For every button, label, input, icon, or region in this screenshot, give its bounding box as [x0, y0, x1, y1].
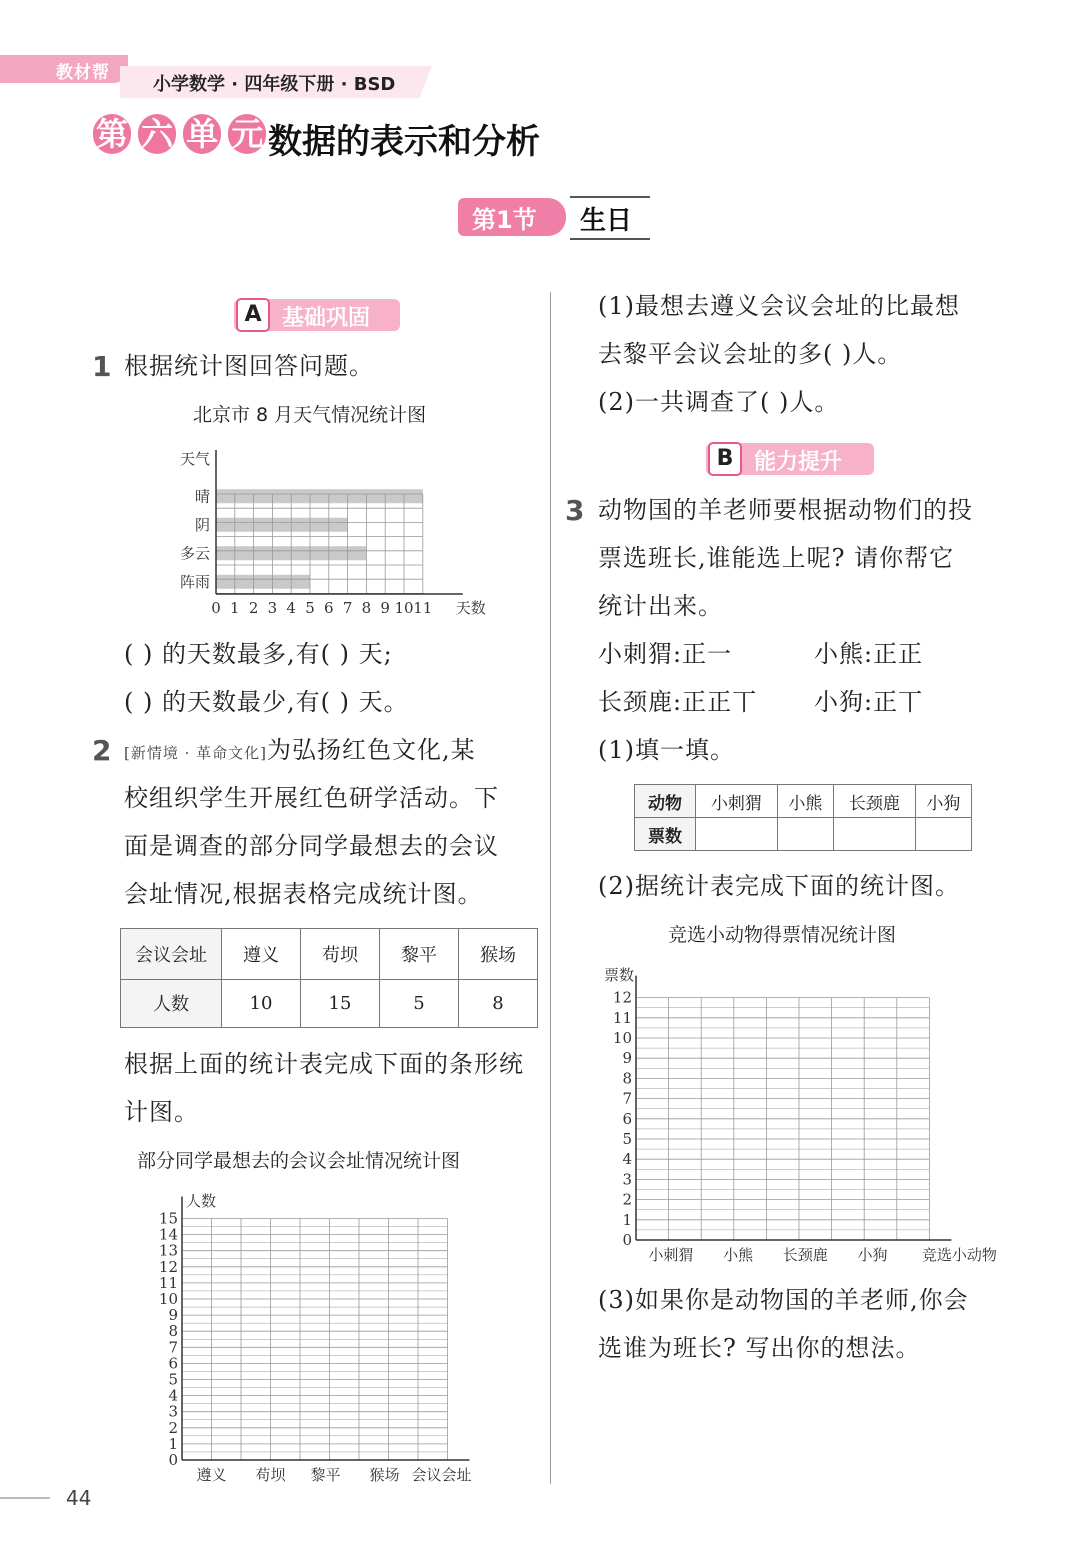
tick-label: 4 [168, 1386, 178, 1405]
brand-label: 教材帮 [56, 63, 110, 83]
q3-line-1: 动物国的羊老师要根据动物们的投 [598, 496, 973, 524]
table-header-row [121, 929, 538, 980]
tick-label: 1 [168, 1434, 178, 1453]
q3-sub1: (1)填一填。 [598, 736, 735, 764]
tally-name: 小刺猬: [598, 640, 683, 668]
tick-label: 9 [168, 1306, 178, 1325]
tally-dog [814, 678, 923, 726]
q3-sub3-2: 选谁为班长? 写出你的想法。 [598, 1334, 921, 1362]
tick-label: 3 [622, 1170, 632, 1189]
table-cell: 5 [380, 979, 459, 1028]
table-header: 小狗 [915, 785, 971, 818]
tick-label: 2 [248, 599, 259, 617]
tally-mark: 正正丅 [682, 688, 758, 716]
table-row-label: 票数 [635, 818, 696, 851]
bar [216, 575, 310, 589]
page-number: 44 [66, 1486, 92, 1510]
question-number: 1 [92, 350, 112, 383]
chart3-title: 竞选小动物得票情况统计图 [668, 924, 897, 946]
q2-sub1b: 去黎平会议会址的多( )人。 [598, 340, 903, 368]
category-label: 猴场 [369, 1466, 400, 1484]
meeting-site-chart [150, 1188, 510, 1488]
tick-label: 12 [158, 1257, 178, 1276]
table-row [635, 818, 972, 851]
tick-label: 0 [211, 599, 221, 617]
footer-rule [0, 1497, 50, 1499]
tick-label: 0 [622, 1231, 632, 1249]
tick-label: 14 [158, 1225, 178, 1244]
q2-sub1: (1)最想去遵义会议会址的比最想 [598, 292, 960, 320]
table-row [121, 979, 538, 1028]
unit-char: 六 [138, 114, 176, 154]
table-row-label: 人数 [121, 979, 222, 1028]
tally-name: 小狗: [814, 688, 874, 716]
tick-label: 6 [324, 599, 334, 617]
table-header: 苟坝 [301, 929, 380, 980]
q3-line-2: 票选班长,谁能选上呢? 请你帮它 [598, 544, 955, 572]
q2-after-1: 根据上面的统计表完成下面的条形统 [124, 1050, 524, 1078]
vote-chart [592, 960, 1022, 1270]
section-label: 第1节 [472, 206, 537, 234]
y-axis-label: 人数 [186, 1192, 217, 1210]
category-label: 长颈鹿 [782, 1246, 828, 1264]
q2-tag: [新情境 · 革命文化] [124, 744, 268, 762]
tick-label: 12 [612, 988, 632, 1007]
table-header: 黎平 [380, 929, 459, 980]
tick-label: 3 [267, 599, 278, 617]
unit-badge [93, 114, 262, 154]
category-label: 晴 [194, 487, 210, 506]
question-number: 3 [565, 494, 585, 527]
tick-label: 11 [158, 1273, 178, 1292]
tick-label: 10 [158, 1290, 178, 1308]
part-b-letter: B [708, 442, 742, 476]
q2-sub2: (2)一共调查了( )人。 [598, 388, 840, 416]
answer-cell[interactable] [833, 818, 915, 851]
q3-sub2: (2)据统计表完成下面的统计图。 [598, 872, 960, 900]
tick-label: 8 [361, 599, 372, 617]
tick-label: 0 [168, 1451, 178, 1469]
q1-fill-2: ( ) 的天数最少,有( ) 天。 [124, 688, 409, 716]
x-axis-label: 天数 [455, 599, 486, 617]
tick-label: 5 [168, 1370, 178, 1389]
section-title: 生日 [580, 206, 633, 236]
table-header: 小熊 [777, 785, 833, 818]
tally-mark: 正一 [682, 640, 733, 668]
category-label: 遵义 [196, 1466, 227, 1484]
tick-label: 1 [230, 599, 240, 617]
tick-label: 6 [168, 1354, 178, 1373]
category-label: 小熊 [723, 1246, 754, 1264]
table-header: 长颈鹿 [833, 785, 915, 818]
question-number: 2 [92, 734, 112, 767]
tick-label: 11 [612, 1008, 632, 1027]
q2-table [120, 928, 538, 1028]
y-axis-label: 天气 [179, 450, 210, 468]
tick-label: 3 [168, 1402, 178, 1421]
chart2-title: 部分同学最想去的会议会址情况统计图 [137, 1150, 461, 1172]
q2-text: 为弘扬红色文化,某 [267, 736, 476, 764]
category-label: 阵雨 [179, 572, 210, 591]
unit-char: 元 [228, 114, 266, 154]
tick-label: 8 [168, 1322, 178, 1341]
part-a-label: 基础巩固 [282, 306, 371, 331]
q1-fill-1: ( ) 的天数最多,有( ) 天; [124, 640, 393, 668]
tick-label: 9 [380, 599, 390, 617]
q2-after-2: 计图。 [124, 1098, 199, 1126]
answer-cell[interactable] [777, 818, 833, 851]
q3-table [634, 784, 972, 851]
tick-label: 6 [622, 1109, 632, 1128]
tick-label: 10 [394, 599, 414, 617]
category-label: 阴 [194, 515, 210, 534]
tally-mark: 正正 [873, 640, 924, 668]
q2-line-4: 会址情况,根据表格完成统计图。 [124, 880, 483, 908]
course-label: 小学数学 · 四年级下册 · BSD [153, 74, 396, 95]
y-axis-label: 票数 [603, 966, 634, 984]
table-cell: 10 [222, 979, 301, 1028]
table-cell: 15 [301, 979, 380, 1028]
tally-name: 小熊: [814, 640, 874, 668]
tick-label: 13 [158, 1241, 178, 1260]
category-label: 小刺猬 [648, 1246, 694, 1264]
tick-label: 2 [168, 1418, 178, 1437]
tick-label: 1 [622, 1210, 632, 1229]
tally-giraffe [598, 678, 757, 726]
tick-label: 5 [305, 599, 315, 617]
category-label: 苟坝 [255, 1466, 286, 1484]
unit-title: 数据的表示和分析 [268, 122, 540, 162]
category-label: 多云 [179, 544, 210, 563]
tally-name: 长颈鹿: [598, 688, 683, 716]
q3-sub3-1: (3)如果你是动物国的羊老师,你会 [598, 1286, 969, 1314]
tick-label: 7 [168, 1338, 178, 1357]
category-label: 黎平 [310, 1466, 341, 1484]
tick-label: 4 [286, 599, 296, 617]
table-header: 小刺猬 [696, 785, 778, 818]
category-label: 小狗 [857, 1246, 888, 1264]
tick-label: 2 [622, 1190, 632, 1209]
q3-line-3: 统计出来。 [598, 592, 723, 620]
answer-cell[interactable] [915, 818, 971, 851]
q2-line-2: 校组织学生开展红色研学活动。下 [124, 784, 499, 812]
table-header: 会议会址 [121, 929, 222, 980]
table-header: 遵义 [222, 929, 301, 980]
bar [216, 518, 348, 532]
tick-label: 15 [158, 1209, 178, 1228]
tick-label: 8 [622, 1069, 632, 1088]
tick-label: 10 [612, 1029, 632, 1047]
tick-label: 7 [342, 599, 353, 617]
table-header: 动物 [635, 785, 696, 818]
tally-mark: 正丅 [873, 688, 924, 716]
tick-label: 7 [622, 1089, 632, 1108]
tally-bear [814, 630, 923, 678]
table-cell: 8 [459, 979, 538, 1028]
unit-char: 第 [93, 114, 131, 154]
table-header: 猴场 [459, 929, 538, 980]
q2-line-3: 面是调查的部分同学最想去的会议 [124, 832, 499, 860]
tally-hedgehog [598, 630, 732, 678]
chart1-title: 北京市 8 月天气情况统计图 [193, 404, 427, 426]
answer-cell[interactable] [696, 818, 778, 851]
part-a-letter: A [236, 298, 270, 332]
table-header-row [635, 785, 972, 818]
tick-label: 9 [622, 1049, 632, 1068]
part-b-label: 能力提升 [754, 450, 843, 475]
bar [216, 489, 423, 503]
tick-label: 4 [622, 1150, 632, 1169]
tick-label: 11 [413, 599, 433, 617]
unit-char: 单 [183, 114, 221, 154]
weather-chart [160, 440, 500, 622]
column-divider [550, 292, 551, 1484]
q2-line-1 [124, 726, 476, 777]
x-axis-label: 竞选小动物 [921, 1246, 997, 1264]
x-axis-label: 会议会址 [411, 1466, 472, 1484]
tick-label: 5 [622, 1130, 632, 1148]
q1-prompt: 根据统计图回答问题。 [124, 352, 374, 380]
